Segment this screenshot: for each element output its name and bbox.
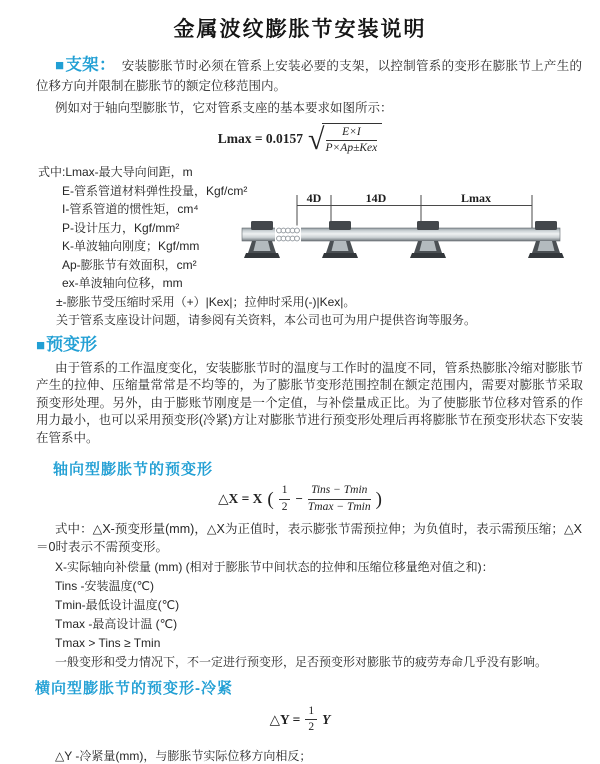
- axial-subheading: 轴向型膨胀节的预变形: [53, 461, 214, 479]
- dim-label-4d: 4D: [306, 192, 322, 205]
- definition-line: Ap-膨胀节有效面积，cm²: [62, 257, 197, 272]
- axial-formula-lhs: △X = X: [218, 491, 263, 507]
- lateral-formula: [0, 705, 600, 734]
- half-numerator: 1: [305, 705, 317, 720]
- predeform-heading: [36, 334, 600, 357]
- definition-line: Tins -安装温度(℃): [55, 578, 155, 593]
- temperature-numerator: Tins − Tmin: [308, 484, 371, 499]
- section-square-icon: ■: [36, 336, 46, 354]
- radical-sign-icon: √: [308, 123, 325, 157]
- definition-line: K-单波轴向刚度；Kgf/mm: [62, 239, 200, 254]
- lmax-formula-lhs: Lmax = 0.0157: [217, 131, 304, 147]
- half-fraction: [305, 705, 317, 734]
- half-denominator: 2: [281, 500, 288, 513]
- sqrt-radical: [308, 123, 382, 155]
- lmax-fraction: [326, 126, 378, 155]
- open-paren: (: [267, 488, 274, 510]
- section-square-icon: ■: [55, 57, 65, 74]
- predeform-heading-label: 预变形: [46, 334, 98, 354]
- definition-line: E-管系管道材料弹性投量，Kgf/cm²: [62, 183, 248, 198]
- close-paren: ): [375, 488, 382, 510]
- support-intro-text: 安装膨胀节时必须在管系上安装必要的支架，以控制管系的变形在膨胀节上产生的位移方向并限制在膨胀节的额定位移范围内。: [36, 59, 583, 93]
- lmax-fraction-denominator: P×Ap±Kex: [325, 142, 378, 155]
- lateral-formula-rhs: Y: [322, 711, 331, 727]
- definition-line: P-设计压力，Kgf/mm²: [62, 220, 180, 235]
- definition-line: I-管系管道的惯性矩，cm⁴: [62, 202, 199, 217]
- temperature-denominator: Tmax − Tmin: [307, 500, 371, 513]
- definition-line: 一般变形和受力情况下，不一定进行预变形，足否预变形对膨胀节的疲劳寿命几乎没有影响。: [55, 654, 548, 669]
- half-denominator: 2: [308, 721, 315, 734]
- pipe-support-diagram: [240, 192, 570, 297]
- dim-label-14d: 14D: [365, 192, 387, 205]
- definition-line: X-实际轴向补偿量 (mm) (相对于膨胀节中间状态的拉伸和压缩位移量绝对值之和)：: [55, 559, 494, 574]
- lateral-note: △Y -冷紧量(mm)，与膨胀节实际位移方向相反；: [55, 749, 312, 764]
- axial-definitions: [55, 558, 600, 672]
- page-title: 金属波纹膨胀节安装说明: [173, 18, 427, 41]
- minus-sign: −: [295, 491, 303, 507]
- dim-label-lmax: Lmax: [461, 192, 491, 205]
- predeform-body: 由于管系的工作温度变化，安装膨胀节时的温度与工作时的温度不同，管系热膨胀冷缩对膨胀节产生的拉伸、压缩量常常是不均等的，为了膨胀节变形范围控制在额定范围内，需要对膨胀节采取预变形处理。另外，由于膨账节刚度是一个定值，与补偿量成正比。为了使膨胀节位移对管系的作用力最小，也可以采用预变形(冷紧)方让对膨胀节进行预变形处理后再将膨胀节在预变形状态下安装在管系中。: [36, 360, 583, 445]
- definition-line: ±-膨胀节受压缩时采用（+）|Kex|；拉伸时采用(-)|Kex|。: [56, 294, 356, 309]
- definition-line: Tmax > Tins ≥ Tmin: [55, 635, 161, 650]
- bellows-icon: [275, 226, 301, 244]
- definition-line: 式中:Lmax-最大导向间距，m: [38, 165, 193, 180]
- lmax-fraction-numerator: E×I: [326, 126, 378, 141]
- lmax-formula: [0, 123, 600, 155]
- support-paragraph: [36, 55, 582, 96]
- definition-line: 关于管系支座设计问题，请参阅有关资料，本公司也可为用户提供咨询等服务。: [56, 313, 477, 328]
- temperature-fraction: [308, 484, 371, 513]
- axial-note: 式中：△X-预变形量(mm)，△X为正值时，表示膨张节需预拉伸；为负值时，表示需预压缩；△X＝0时表示不需预变形。: [36, 521, 582, 555]
- half-fraction: [279, 484, 291, 513]
- definition-line: Tmax -最高设计温 (℃): [55, 616, 178, 631]
- definition-line: ex-单波轴向位移，mm: [62, 276, 183, 291]
- lateral-formula-lhs: △Y =: [269, 711, 301, 727]
- half-numerator: 1: [279, 484, 291, 499]
- support-example-line: 例如对于轴向型膨胀节，它对管系支座的基本要求如图所示：: [55, 101, 393, 115]
- support-heading: 支架：: [65, 56, 116, 74]
- definition-line: Tmin-最低设计温度(℃): [55, 597, 180, 612]
- axial-formula: [0, 484, 600, 513]
- lateral-subheading: 横向型膨胀节的预变形-冷紧: [35, 679, 233, 697]
